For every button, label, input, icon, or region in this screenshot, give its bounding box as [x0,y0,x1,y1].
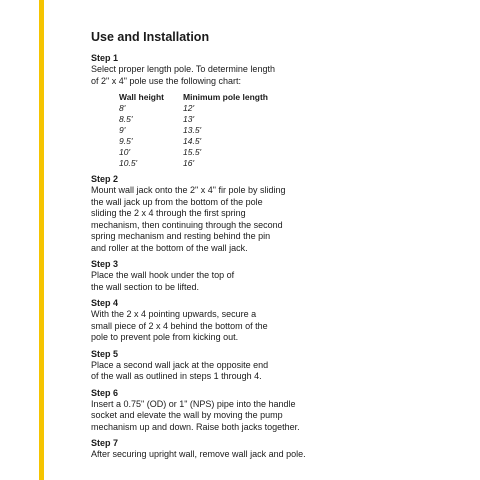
step-line: socket and elevate the wall by moving the pump [91,410,283,420]
step-line: Mount wall jack onto the 2" x 4" fir pole by sliding [91,185,286,195]
step-line: pole to prevent pole from kicking out. [91,332,239,342]
step-line: small piece of 2 x 4 behind the bottom of the [91,320,268,331]
step-line: sliding the 2 x 4 through the first spring [91,208,246,218]
step-heading: Step 4 [91,298,119,308]
step-heading: Step 7 [91,438,119,448]
step-line: Place a second wall jack at the opposite end [91,359,269,370]
wall-height-cell: 10' [119,147,131,157]
step-heading: Step 3 [91,259,119,269]
step-line: and roller at the bottom of the wall jack. [91,242,248,253]
step-line: Place the wall hook under the top of [91,270,235,280]
chart-row [119,147,331,158]
step-1 [91,53,331,169]
pole-length-cell: 14.5' [183,136,202,146]
step-line: Insert a 0.75" (OD) or 1" (NPS) pipe into the handle [91,398,296,409]
step-line: spring mechanism and resting behind the pin [91,231,271,241]
wall-height-cell: 8.5' [119,114,133,124]
step-7 [91,438,331,461]
step-4 [91,298,331,344]
step-text [91,360,331,383]
step-5 [91,349,331,383]
step-line: the wall section to be lifted. [91,281,200,292]
step-text [91,270,331,293]
pole-length-cell: 15.5' [183,147,202,157]
chart-row [119,125,331,136]
step-heading: Step 6 [91,387,119,398]
step-line: the wall jack up from the bottom of the pole [91,196,263,207]
chart-header-row [119,92,331,103]
chart-row [119,136,331,147]
step-text [91,399,331,434]
step-line: mechanism up and down. Raise both jacks together. [91,421,300,432]
step-2 [91,174,331,254]
step-6 [91,388,331,434]
step-line: After securing upright wall, remove wall jack and pole. [91,449,306,459]
wall-height-cell: 9.5' [119,136,133,146]
wall-height-cell: 8' [119,103,126,113]
step-text [91,449,331,461]
step-line: of 2" x 4" pole use the following chart: [91,75,241,86]
installation-section [91,30,331,466]
pole-length-cell: 16' [183,158,195,168]
pole-length-cell: 12' [183,103,195,113]
chart-row [119,103,331,114]
step-heading: Step 1 [91,53,119,63]
step-line: Select proper length pole. To determine length [91,64,275,74]
step-3 [91,259,331,293]
page-title: Use and Installation [91,30,210,44]
step-text [91,64,331,87]
accent-bar [39,0,44,480]
pole-length-cell: 13.5' [183,125,202,135]
step-line: With the 2 x 4 pointing upwards, secure a [91,309,257,319]
chart-row [119,158,331,169]
step-line: mechanism, then continuing through the second [91,219,283,230]
chart-header-pole-length: Minimum pole length [183,92,268,102]
step-line: of the wall as outlined in steps 1 through 4. [91,371,262,381]
step-text [91,185,331,254]
chart-row [119,114,331,125]
chart-body [119,103,331,169]
step-heading: Step 5 [91,348,119,359]
wall-height-cell: 9' [119,125,126,135]
step-heading: Step 2 [91,174,119,184]
wall-height-cell: 10.5' [119,158,138,168]
pole-length-chart [119,92,331,169]
pole-length-cell: 13' [183,114,195,124]
step-text [91,309,331,344]
chart-header-wall-height: Wall height [119,92,165,102]
